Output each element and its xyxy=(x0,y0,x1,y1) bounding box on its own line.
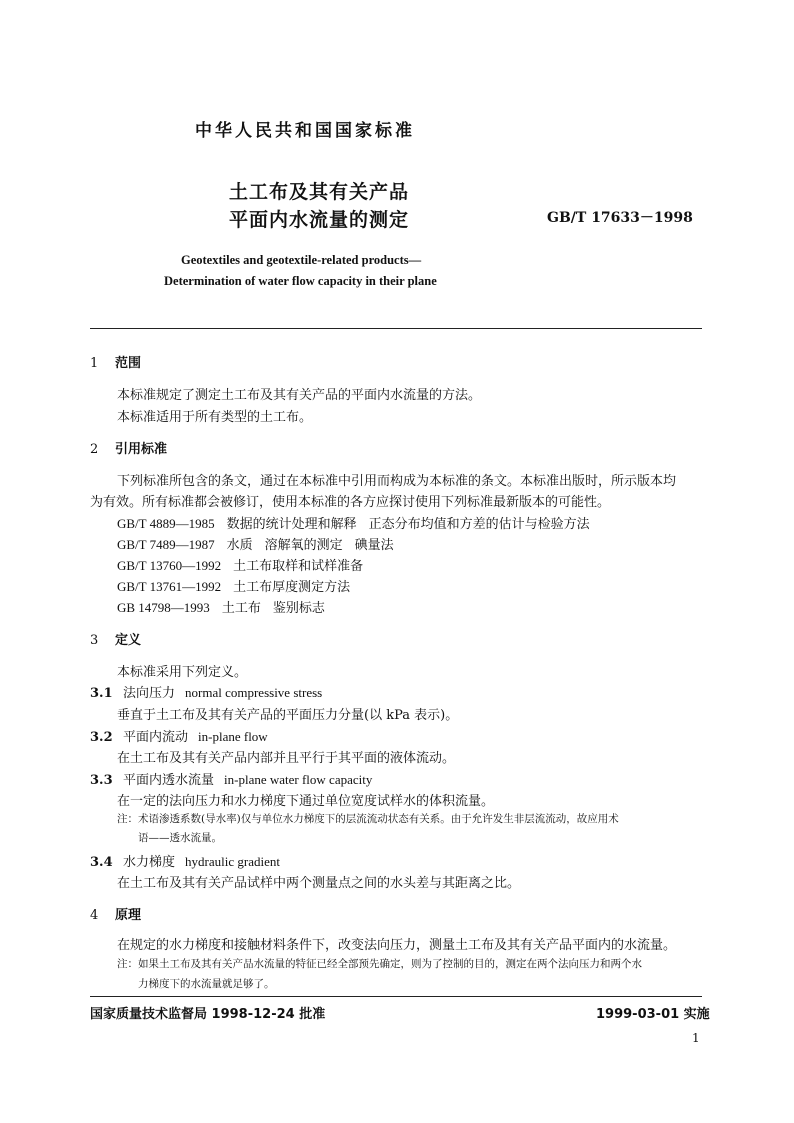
reference-subtitle: 鉴别标志 xyxy=(272,601,325,616)
definition-term-en: hydraulic gradient xyxy=(185,854,280,869)
paragraph: 本标准规定了测定土工布及其有关产品的平面内水流量的方法。 xyxy=(117,388,482,403)
title-divider xyxy=(90,328,702,329)
footer-divider xyxy=(90,996,702,997)
definition-number: 3.3 xyxy=(90,773,113,788)
title-cn-line1: 土工布及其有关产品 xyxy=(229,181,410,203)
section-number: 1 xyxy=(90,356,99,371)
note-text: 注：如果土工布及其有关产品水流量的特征已经全部预先确定，则为了控制的目的，测定在两个法向压力和两个水 xyxy=(117,958,642,970)
reference-subtitle: 碘量法 xyxy=(354,538,394,553)
page-number: 1 xyxy=(692,1031,700,1045)
reference-code: GB/T 4889—1985 xyxy=(117,516,215,531)
title-en-line2: Determination of water flow capacity in their plane xyxy=(164,274,437,288)
note-text: 力梯度下的水流量就足够了。 xyxy=(138,978,275,990)
definition-term-cn: 法向压力 xyxy=(123,686,176,701)
reference-code: GB/T 13761—1992 xyxy=(117,579,222,594)
note-text: 语——透水流量。 xyxy=(138,832,222,844)
definition-number: 3.4 xyxy=(90,855,113,870)
paragraph: 下列标准所包含的条文，通过在本标准中引用而构成为本标准的条文。本标准出版时，所示版本均 xyxy=(117,474,677,489)
paragraph: 本标准适用于所有类型的土工布。 xyxy=(117,410,313,425)
reference-item xyxy=(117,576,350,595)
section-1-heading xyxy=(90,352,141,371)
definition-term-cn: 平面内流动 xyxy=(123,730,189,745)
section-2-heading xyxy=(90,438,167,457)
reference-title: 水质 xyxy=(226,538,253,553)
reference-item xyxy=(117,555,363,574)
reference-code: GB 14798—1993 xyxy=(117,600,210,615)
reference-item xyxy=(117,513,590,532)
definition-number: 3.2 xyxy=(90,730,113,745)
reference-subtitle: 正态分布均值和方差的估计与检验方法 xyxy=(368,517,590,532)
reference-code: GB/T 7489—1987 xyxy=(117,537,215,552)
title-cn-line2: 平面内水流量的测定 xyxy=(229,209,410,231)
note-text: 注：术语渗透系数(导水率)仅与单位水力梯度下的层流流动状态有关系。由于允许发生非层流流动，故应用术 xyxy=(117,813,619,825)
section-number: 2 xyxy=(90,442,99,457)
definition-text: 在一定的法向压力和水力梯度下通过单位宽度试样水的体积流量。 xyxy=(117,794,495,809)
definition-term-cn: 水力梯度 xyxy=(123,855,176,870)
definition-term-cn: 平面内透水流量 xyxy=(123,773,215,788)
section-4-heading xyxy=(90,904,141,923)
reference-title: 土工布取样和试样准备 xyxy=(233,559,364,574)
definition-3-2 xyxy=(90,726,268,745)
reference-subtitle: 溶解氧的测定 xyxy=(264,538,343,553)
definition-term-en: in-plane water flow capacity xyxy=(224,772,373,787)
reference-item xyxy=(117,534,394,553)
section-3-heading xyxy=(90,629,141,648)
definition-term-en: normal compressive stress xyxy=(185,685,323,700)
definition-number: 3.1 xyxy=(90,686,113,701)
reference-title: 土工布 xyxy=(221,601,261,616)
section-title: 范围 xyxy=(115,356,142,371)
paragraph: 本标准采用下列定义。 xyxy=(117,665,248,680)
definition-text: 垂直于土工布及其有关产品的平面压力分量(以 kPa 表示)。 xyxy=(117,708,459,723)
reference-title: 土工布厚度测定方法 xyxy=(233,580,351,595)
section-title: 定义 xyxy=(115,633,142,648)
definition-3-1 xyxy=(90,682,322,701)
section-title: 引用标准 xyxy=(115,442,168,457)
standard-number: GB/T 17633－1998 xyxy=(547,210,693,226)
section-title: 原理 xyxy=(115,908,142,923)
definition-3-4 xyxy=(90,851,280,870)
definition-text: 在土工布及其有关产品内部并且平行于其平面的液体流动。 xyxy=(117,751,456,766)
paragraph: 在规定的水力梯度和接触材料条件下，改变法向压力，测量土工布及其有关产品平面内的水流量。 xyxy=(117,938,677,953)
reference-title: 数据的统计处理和解释 xyxy=(226,517,357,532)
section-number: 3 xyxy=(90,633,99,648)
definition-text: 在土工布及其有关产品试样中两个测量点之间的水头差与其距离之比。 xyxy=(117,876,521,891)
section-number: 4 xyxy=(90,908,99,923)
reference-item xyxy=(117,597,325,616)
definition-3-3 xyxy=(90,769,372,788)
title-en-line1: Geotextiles and geotextile-related products— xyxy=(181,253,422,267)
definition-term-en: in-plane flow xyxy=(198,729,268,744)
reference-code: GB/T 13760—1992 xyxy=(117,558,222,573)
paragraph: 为有效。所有标准都会被修订，使用本标准的各方应探讨使用下列标准最新版本的可能性。 xyxy=(90,495,611,510)
standard-category-title: 中华人民共和国国家标准 xyxy=(195,121,415,141)
approval-date: 国家质量技术监督局 1998-12-24 批准 xyxy=(90,1007,326,1022)
effective-date: 1999-03-01 实施 xyxy=(596,1007,710,1022)
